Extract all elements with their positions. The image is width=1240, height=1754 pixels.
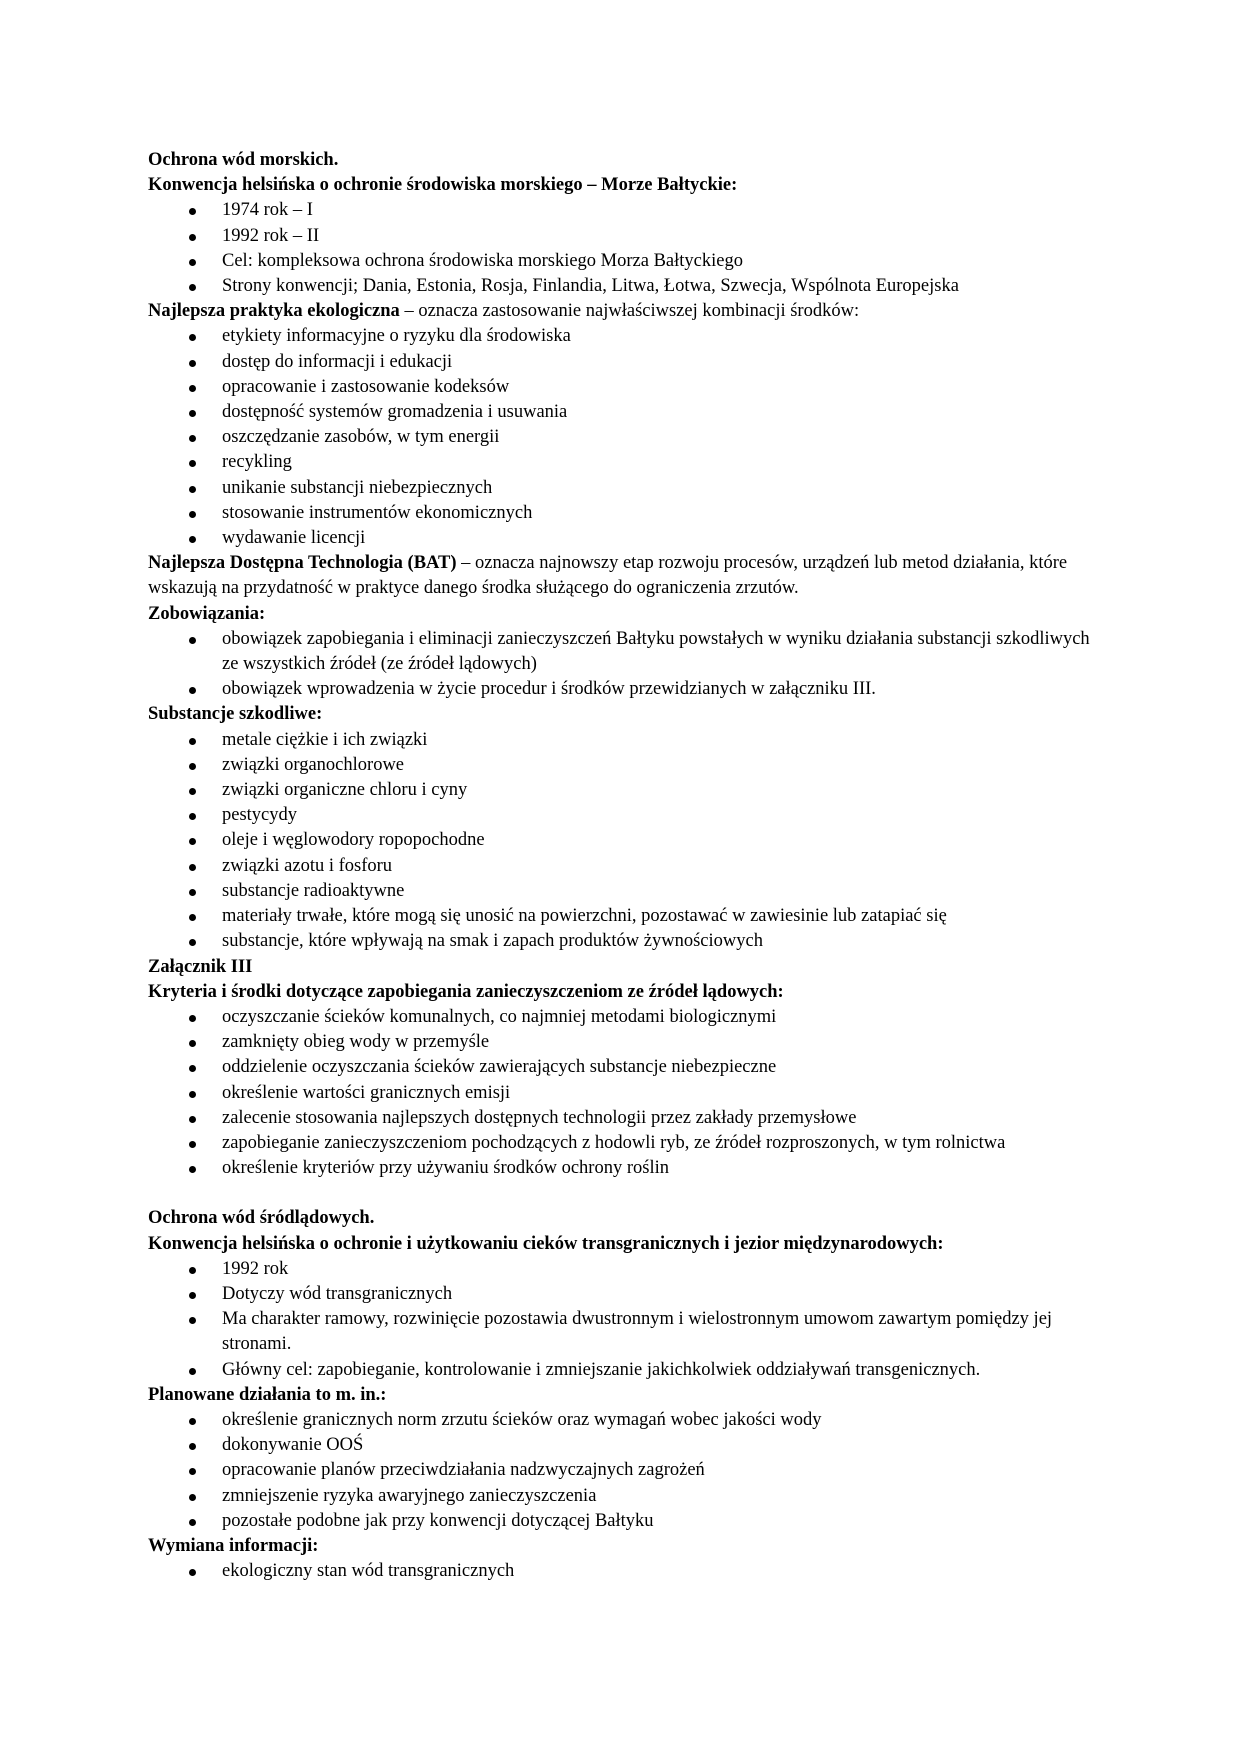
list-item: Strony konwencji; Dania, Estonia, Rosja, Finlandia, Litwa, Łotwa, Szwecja, Wspólnota Europejska (148, 274, 1098, 299)
list-item: opracowanie i zastosowanie kodeksów (148, 375, 1098, 400)
list-item: oddzielenie oczyszczania ścieków zawierających substancje niebezpieczne (148, 1055, 1098, 1080)
section-title: Ochrona wód śródlądowych. (148, 1208, 375, 1229)
section-title: Ochrona wód morskich. (148, 150, 339, 170)
block-heading: Załącznik III (148, 956, 253, 977)
list-item: oszczędzanie zasobów, w tym energii (148, 425, 1098, 450)
list-item: pestycydy (148, 803, 1098, 828)
block-heading: Konwencja helsińska o ochronie środowiska morskiego – Morze Bałtyckie: (148, 175, 738, 196)
list-item: 1974 rok – I (148, 198, 1098, 223)
list-item: określenie kryteriów przy używaniu środków ochrony roślin (148, 1156, 1098, 1181)
list-item: Główny cel: zapobieganie, kontrolowanie i zmniejszanie jakichkolwiek oddziaływań transgenicznych. (148, 1358, 1098, 1383)
list-item: zapobieganie zanieczyszczeniom pochodzących z hodowli ryb, ze źródeł rozproszonych, w tym rolnictwa (148, 1131, 1098, 1156)
list-item: obowiązek zapobiegania i eliminacji zanieczyszczeń Bałtyku powstałych w wyniku działania substancji szkodliwych ze wszystkich źródeł (ze źródeł lądowych) (148, 627, 1098, 677)
list-item: substancje radioaktywne (148, 879, 1098, 904)
bullet-list (148, 728, 1098, 955)
list-item: Dotyczy wód transgranicznych (148, 1282, 1098, 1307)
block-heading: Kryteria i środki dotyczące zapobiegania zanieczyszczeniom ze źródeł lądowych: (148, 981, 784, 1002)
list-item: zmniejszenie ryzyka awaryjnego zanieczyszczenia (148, 1484, 1098, 1509)
list-item: recykling (148, 450, 1098, 475)
bullet-list (148, 1257, 1098, 1383)
list-item: obowiązek wprowadzenia w życie procedur i środków przewidzianych w załączniku III. (148, 677, 1098, 702)
list-item: 1992 rok – II (148, 224, 1098, 249)
block-heading: Konwencja helsińska o ochronie i użytkowaniu cieków transgranicznych i jezior międzynarodowych: (148, 1233, 944, 1254)
list-item: ekologiczny stan wód transgranicznych (148, 1559, 1098, 1584)
list-item: związki organiczne chloru i cyny (148, 778, 1098, 803)
list-item: stosowanie instrumentów ekonomicznych (148, 501, 1098, 526)
bullet-list (148, 1005, 1098, 1181)
list-item: etykiety informacyjne o ryzyku dla środowiska (148, 324, 1098, 349)
bullet-list (148, 324, 1098, 551)
list-item: związki organochlorowe (148, 753, 1098, 778)
block-heading: Wymiana informacji: (148, 1535, 319, 1556)
list-item: pozostałe podobne jak przy konwencji dotyczącej Bałtyku (148, 1509, 1098, 1534)
list-item: Cel: kompleksowa ochrona środowiska morskiego Morza Bałtyckiego (148, 249, 1098, 274)
list-item: zalecenie stosowania najlepszych dostępnych technologii przez zakłady przemysłowe (148, 1106, 1098, 1131)
list-item: materiały trwałe, które mogą się unosić na powierzchni, pozostawać w zawiesinie lub zatapiać się (148, 904, 1098, 929)
section-spacer (148, 1181, 1098, 1206)
list-item: 1992 rok (148, 1257, 1098, 1282)
block-heading: Najlepsza Dostępna Technologia (BAT) – oznacza najnowszy etap rozwoju procesów, urządzeń lub metod działania, które wskazują na przydatność w praktyce danego środka służącego do ograniczenia zrzutów. (148, 553, 1068, 599)
list-item: zamknięty obieg wody w przemyśle (148, 1030, 1098, 1055)
bullet-list (148, 1408, 1098, 1534)
list-item: unikanie substancji niebezpiecznych (148, 476, 1098, 501)
list-item: dostęp do informacji i edukacji (148, 350, 1098, 375)
bullet-list (148, 627, 1098, 703)
document-page (148, 148, 1098, 1584)
block-heading: Substancje szkodliwe: (148, 704, 323, 725)
list-item: oczyszczanie ścieków komunalnych, co najmniej metodami biologicznymi (148, 1005, 1098, 1030)
list-item: wydawanie licencji (148, 526, 1098, 551)
list-item: opracowanie planów przeciwdziałania nadzwyczajnych zagrożeń (148, 1458, 1098, 1483)
list-item: związki azotu i fosforu (148, 854, 1098, 879)
list-item: dokonywanie OOŚ (148, 1433, 1098, 1458)
bullet-list (148, 198, 1098, 299)
list-item: substancje, które wpływają na smak i zapach produktów żywnościowych (148, 929, 1098, 954)
block-heading: Zobowiązania: (148, 603, 266, 624)
bullet-list (148, 1559, 1098, 1584)
list-item: Ma charakter ramowy, rozwinięcie pozostawia dwustronnym i wielostronnym umowom zawartym pomiędzy jej stronami. (148, 1307, 1098, 1357)
list-item: metale ciężkie i ich związki (148, 728, 1098, 753)
block-heading: Planowane działania to m. in.: (148, 1384, 387, 1405)
list-item: określenie wartości granicznych emisji (148, 1081, 1098, 1106)
list-item: określenie granicznych norm zrzutu ścieków oraz wymagań wobec jakości wody (148, 1408, 1098, 1433)
list-item: dostępność systemów gromadzenia i usuwania (148, 400, 1098, 425)
list-item: oleje i węglowodory ropopochodne (148, 828, 1098, 853)
block-heading: Najlepsza praktyka ekologiczna – oznacza zastosowanie najwłaściwszej kombinacji środków: (148, 301, 860, 322)
